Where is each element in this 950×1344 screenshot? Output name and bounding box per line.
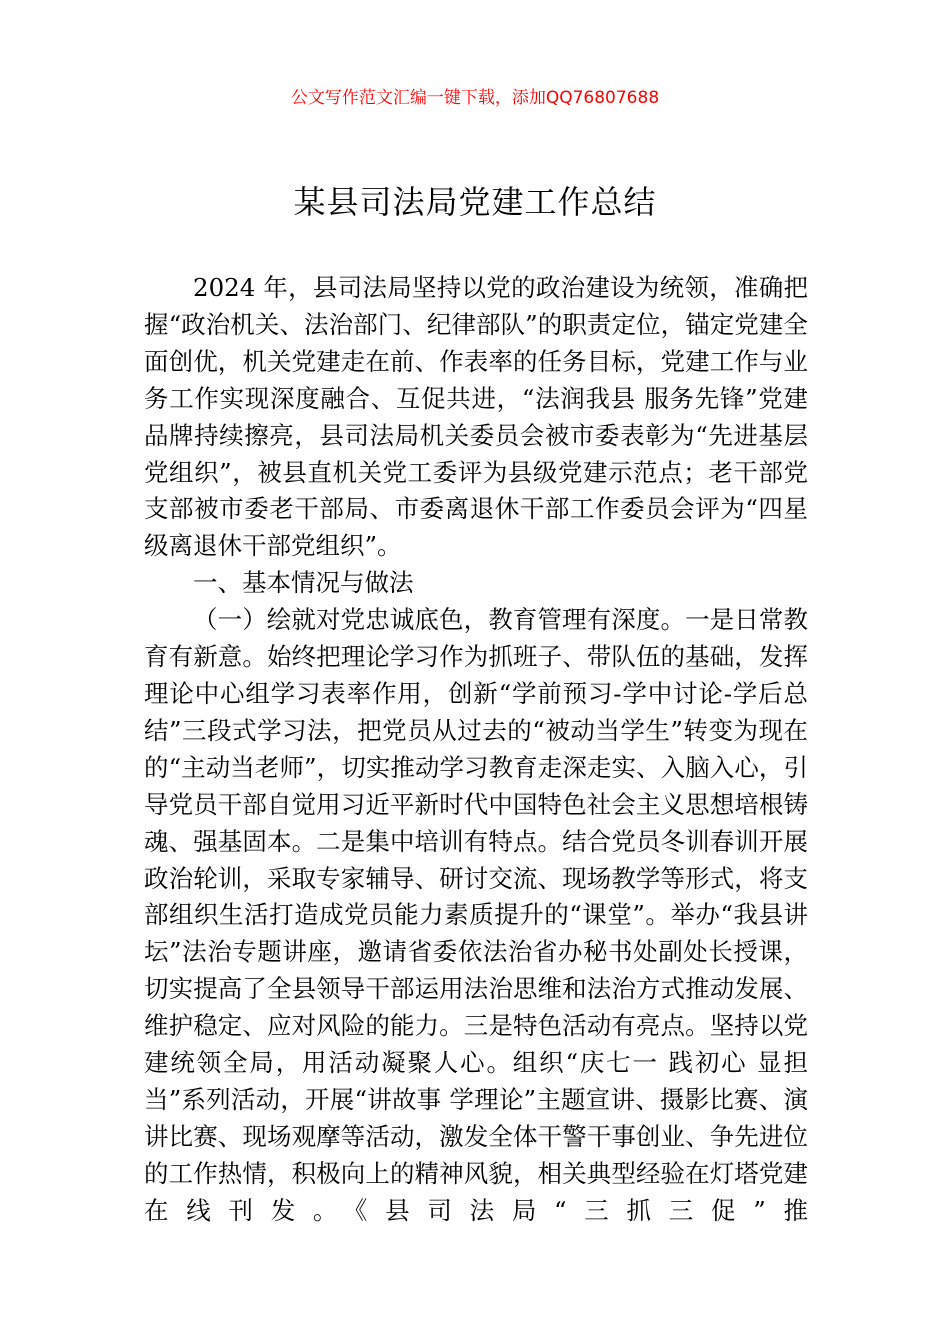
document-title: 某县司法局党建工作总结 <box>293 183 657 221</box>
subsection-paragraph-loyalty-education: （一）绘就对党忠诚底色，教育管理有深度。一是日常教育有新意。始终把理论学习作为抓班子、带队伍的基础，发挥理论中心组学习表率作用，创新“学前预习-学中讨论-学后总结”三段式学习法，把党员从过去的“被动当学生”转变为现在的“主动当老师”，切实推动学习教育走深走实、入脑入心，引导党员干部自觉用习近平新时代中国特色社会主义思想培根铸魂、强基固本。二是集中培训有特点。结合党员冬训春训开展政治轮训，采取专家辅导、研讨交流、现场教学等形式，将支部组织生活打造成党员能力素质提升的“课堂”。举办“我县讲坛”法治专题讲座，邀请省委依法治省办秘书处副处长授课，切实提高了全县领导干部运用法治思维和法治方式推动发展、维护稳定、应对风险的能力。三是特色活动有亮点。坚持以党建统领全局，用活动凝聚人心。组织“庆七一 践初心 显担当”系列活动，开展“讲故事 学理论”主题宣讲、摄影比赛、演讲比赛、现场观摩等活动，激发全体干警干事创业、争先进位的工作热情，积极向上的精神风貌，相关典型经验在灯塔党建在线刊发。《县司法局“三抓三促”推 <box>144 605 808 1225</box>
document-body <box>144 270 808 1230</box>
download-promo-note: 公文写作范文汇编一键下载，添加QQ76807688 <box>290 88 660 108</box>
intro-paragraph: 2024 年，县司法局坚持以党的政治建设为统领，准确把握“政治机关、法治部门、纪律部队”的职责定位，锚定党建全面创优，机关党建走在前、作表率的任务目标，党建工作与业务工作实现深度融合、互促共进，“法润我县 服务先锋”党建品牌持续擦亮，县司法局机关委员会被市委表彰为“先进基层党组织”，被县直机关党工委评为县级党建示范点；老干部党支部被市委老干部局、市委离退休干部工作委员会评为“四星级离退休干部党组织”。 <box>144 273 808 561</box>
section-heading-basic-situation: 一、基本情况与做法 <box>193 568 414 598</box>
